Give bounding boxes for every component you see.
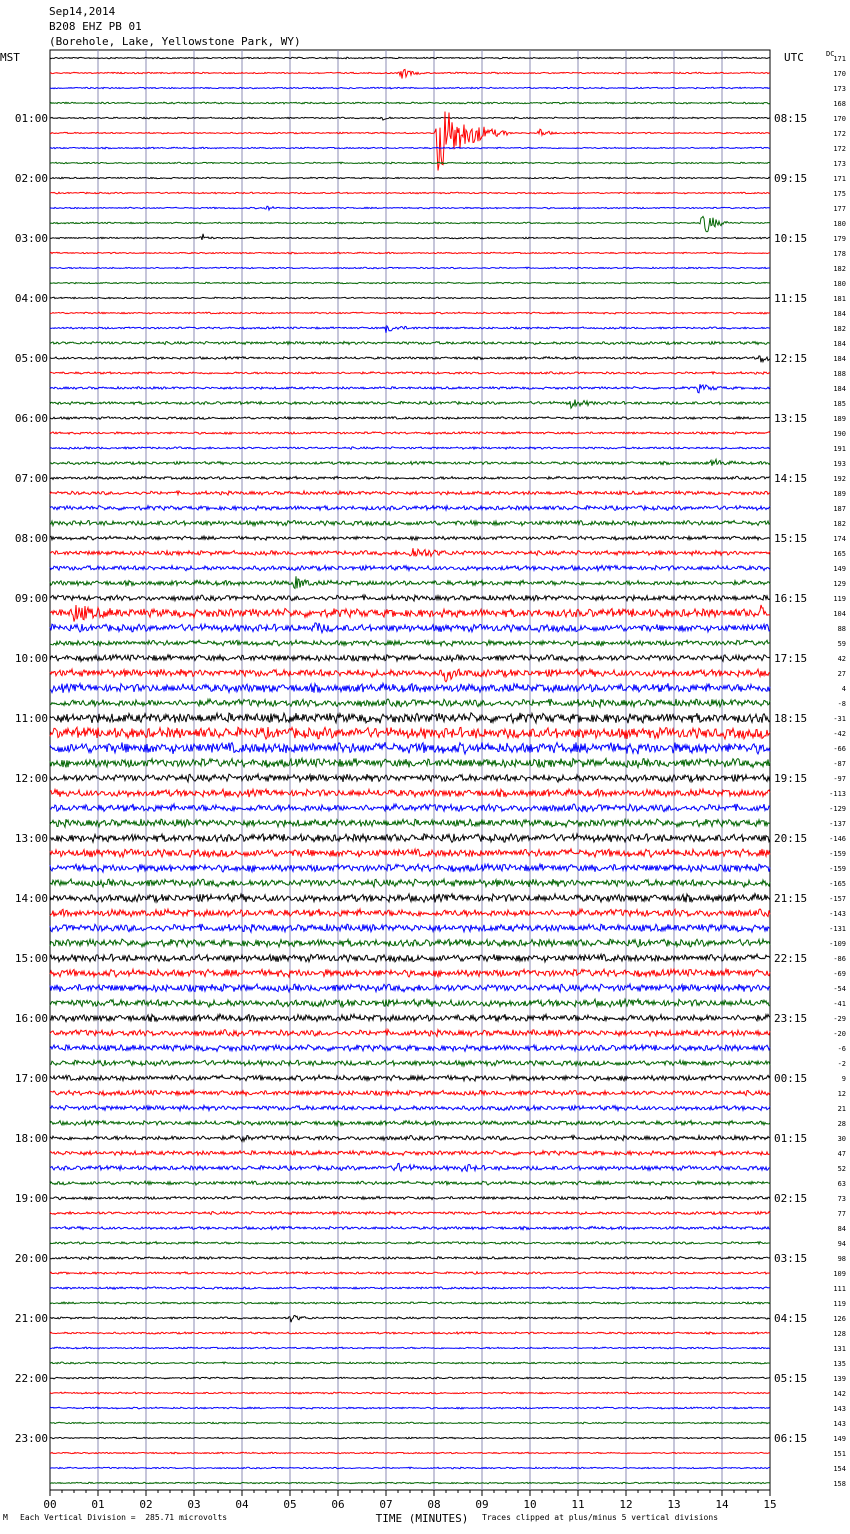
trace-row-41 [50, 669, 770, 682]
dc-offset-label: 175 [833, 190, 846, 198]
utc-hour-label: 03:15 [774, 1252, 808, 1265]
trace-row-2 [50, 87, 770, 89]
trace-row-8 [50, 177, 770, 179]
mst-hour-label: 01:00 [14, 112, 48, 125]
dc-offset-label: 98 [837, 1255, 846, 1263]
mst-hour-label: 06:00 [14, 412, 48, 425]
trace-row-27 [50, 459, 770, 465]
trace-row-33 [50, 548, 770, 556]
trace-row-44 [50, 713, 770, 723]
trace-row-39 [50, 640, 770, 646]
mst-hour-label: 12:00 [14, 772, 48, 785]
trace-row-4 [50, 117, 770, 120]
utc-hour-label: 23:15 [774, 1012, 808, 1025]
dc-offset-label: 191 [833, 445, 846, 453]
trace-row-15 [50, 282, 770, 284]
dc-offset-label: 182 [833, 265, 846, 273]
dc-offset-label: 142 [833, 1390, 846, 1398]
x-tick-label: 15 [763, 1498, 777, 1511]
utc-hour-label: 10:15 [774, 232, 808, 245]
mst-hour-label: 16:00 [14, 1012, 48, 1025]
dc-offset-label: 30 [837, 1135, 846, 1143]
dc-offset-label: 178 [833, 250, 846, 258]
utc-hour-label: 14:15 [774, 472, 808, 485]
trace-row-75 [50, 1181, 770, 1185]
dc-offset-label: 193 [833, 460, 846, 468]
dc-offset-label: 170 [833, 70, 846, 78]
trace-row-51 [50, 819, 770, 827]
dc-offset-label: 9 [841, 1075, 846, 1083]
trace-row-38 [50, 623, 770, 633]
dc-offset-label: 171 [833, 175, 846, 183]
trace-row-56 [50, 894, 770, 903]
dc-offset-label: 63 [837, 1180, 846, 1188]
trace-row-67 [50, 1060, 770, 1066]
dc-offset-label: 84 [837, 1225, 846, 1233]
trace-row-35 [50, 576, 770, 588]
dc-offset-label: -159 [829, 865, 846, 873]
dc-offset-label: 47 [837, 1150, 846, 1158]
mst-hour-label: 10:00 [14, 652, 48, 665]
trace-row-60 [50, 954, 770, 962]
dc-offset-label: 126 [833, 1315, 846, 1323]
dc-offset-label: 185 [833, 400, 846, 408]
trace-row-77 [50, 1211, 770, 1214]
dc-offset-label: 131 [833, 1345, 846, 1353]
dc-offset-label: 182 [833, 520, 846, 528]
trace-row-91 [50, 1422, 770, 1424]
trace-row-59 [50, 939, 770, 947]
trace-row-73 [50, 1151, 770, 1156]
dc-offset-label: -8 [837, 700, 846, 708]
dc-offset-label: 181 [833, 295, 846, 303]
trace-row-10 [50, 206, 770, 210]
trace-row-66 [50, 1045, 770, 1052]
dc-offset-label: -2 [837, 1060, 846, 1068]
x-tick-label: 14 [715, 1498, 729, 1511]
dc-offset-label: -146 [829, 835, 846, 843]
trace-row-94 [50, 1467, 770, 1469]
trace-row-46 [50, 742, 770, 754]
trace-row-92 [50, 1437, 770, 1439]
dc-offset-label: 4 [841, 685, 846, 693]
x-tick-label: 12 [619, 1498, 633, 1511]
utc-hour-label: 04:15 [774, 1312, 808, 1325]
dc-offset-label: 174 [833, 535, 846, 543]
utc-hour-label: 06:15 [774, 1432, 808, 1445]
dc-offset-label: 27 [837, 670, 846, 678]
utc-hour-label: 05:15 [774, 1372, 808, 1385]
dc-offset-label: 184 [833, 385, 846, 393]
trace-row-85 [50, 1332, 770, 1334]
trace-row-50 [50, 804, 770, 812]
trace-row-49 [50, 789, 770, 797]
trace-row-84 [50, 1315, 770, 1322]
dc-offset-label: -41 [833, 1000, 846, 1008]
dc-offset-label: -20 [833, 1030, 846, 1038]
trace-row-58 [50, 924, 770, 932]
trace-row-7 [50, 162, 770, 164]
trace-row-0 [50, 57, 770, 59]
trace-row-76 [50, 1196, 770, 1199]
x-tick-label: 11 [571, 1498, 585, 1511]
station-name: B208 EHZ PB 01 [49, 20, 142, 33]
trace-row-70 [50, 1105, 770, 1110]
x-tick-label: 03 [187, 1498, 201, 1511]
utc-hour-label: 12:15 [774, 352, 808, 365]
dc-offset-label: 171 [833, 55, 846, 63]
dc-offset-label: 179 [833, 235, 846, 243]
mst-hour-label: 04:00 [14, 292, 48, 305]
dc-offset-label: 190 [833, 430, 846, 438]
trace-row-3 [50, 102, 770, 104]
x-tick-label: 08 [427, 1498, 441, 1511]
dc-offset-label: 149 [833, 565, 846, 573]
trace-row-13 [50, 252, 770, 254]
x-tick-label: 05 [283, 1498, 297, 1511]
trace-row-48 [50, 774, 770, 782]
dc-offset-label: -165 [829, 880, 846, 888]
trace-row-9 [50, 192, 770, 194]
mst-hour-label: 21:00 [14, 1312, 48, 1325]
plot-frame [50, 50, 770, 1490]
x-tick-label: 00 [43, 1498, 57, 1511]
station-location: (Borehole, Lake, Yellowstone Park, WY) [49, 35, 301, 48]
trace-row-55 [50, 879, 770, 887]
dc-offset-label: 143 [833, 1420, 846, 1428]
dc-offset-label: 104 [833, 610, 846, 618]
utc-hour-label: 18:15 [774, 712, 808, 725]
trace-row-43 [50, 699, 770, 707]
mst-hour-label: 13:00 [14, 832, 48, 845]
dc-offset-label: -137 [829, 820, 846, 828]
trace-row-57 [50, 909, 770, 917]
mst-hour-label: 22:00 [14, 1372, 48, 1385]
mst-hour-label: 05:00 [14, 352, 48, 365]
dc-offset-label: 187 [833, 505, 846, 513]
utc-hour-label: 02:15 [774, 1192, 808, 1205]
dc-offset-label: -86 [833, 955, 846, 963]
trace-row-88 [50, 1377, 770, 1379]
utc-hour-label: 19:15 [774, 772, 808, 785]
trace-row-36 [50, 595, 770, 601]
x-tick-label: 07 [379, 1498, 393, 1511]
dc-offset-label: 172 [833, 130, 846, 138]
dc-offset-label: -31 [833, 715, 846, 723]
trace-row-61 [50, 969, 770, 977]
trace-row-32 [50, 536, 770, 540]
x-tick-label: 09 [475, 1498, 489, 1511]
mst-hour-label: 15:00 [14, 952, 48, 965]
x-tick-label: 04 [235, 1498, 249, 1511]
dc-offset-label: 173 [833, 85, 846, 93]
trace-row-30 [50, 506, 770, 511]
mst-hour-label: 03:00 [14, 232, 48, 245]
dc-offset-label: 73 [837, 1195, 846, 1203]
dc-offset-label: 184 [833, 340, 846, 348]
mst-hour-label: 11:00 [14, 712, 48, 725]
trace-row-29 [50, 491, 770, 495]
trace-row-6 [50, 147, 770, 149]
trace-row-16 [50, 297, 770, 299]
utc-hour-label: 21:15 [774, 892, 808, 905]
dc-offset-label: 135 [833, 1360, 846, 1368]
dc-offset-label: -54 [833, 985, 846, 993]
dc-offset-label: -113 [829, 790, 846, 798]
trace-row-82 [50, 1287, 770, 1289]
dc-offset-label: -29 [833, 1015, 846, 1023]
utc-hour-label: 16:15 [774, 592, 808, 605]
trace-row-65 [50, 1030, 770, 1037]
trace-row-28 [50, 476, 770, 479]
dc-offset-label: 170 [833, 115, 846, 123]
dc-column-label: DC [826, 50, 835, 58]
dc-offset-label: -69 [833, 970, 846, 978]
dc-offset-label: 109 [833, 1270, 846, 1278]
dc-offset-label: -66 [833, 745, 846, 753]
x-tick-label: 06 [331, 1498, 345, 1511]
trace-row-86 [50, 1347, 770, 1349]
dc-offset-label: 184 [833, 355, 846, 363]
mst-hour-label: 08:00 [14, 532, 48, 545]
trace-row-93 [50, 1452, 770, 1454]
dc-offset-label: 184 [833, 310, 846, 318]
trace-row-72 [50, 1136, 770, 1142]
x-tick-label: 02 [139, 1498, 153, 1511]
dc-offset-label: -143 [829, 910, 846, 918]
trace-row-64 [50, 1014, 770, 1022]
trace-row-80 [50, 1257, 770, 1260]
trace-row-52 [50, 834, 770, 843]
mst-hour-label: 20:00 [14, 1252, 48, 1265]
trace-row-62 [50, 984, 770, 992]
dc-offset-label: 21 [837, 1105, 846, 1113]
utc-hour-label: 15:15 [774, 532, 808, 545]
dc-offset-label: 189 [833, 415, 846, 423]
dc-offset-label: 168 [833, 100, 846, 108]
dc-offset-label: 129 [833, 580, 846, 588]
utc-hour-label: 08:15 [774, 112, 808, 125]
dc-offset-label: 165 [833, 550, 846, 558]
dc-offset-label: 128 [833, 1330, 846, 1338]
trace-row-26 [50, 447, 770, 449]
dc-offset-label: -159 [829, 850, 846, 858]
trace-row-11 [50, 216, 770, 231]
dc-offset-label: 154 [833, 1465, 846, 1473]
trace-row-5 [50, 112, 770, 171]
dc-offset-label: 52 [837, 1165, 846, 1173]
dc-offset-label: -109 [829, 940, 846, 948]
dc-offset-label: -157 [829, 895, 846, 903]
trace-row-1 [50, 69, 770, 78]
scale-note: Each Vertical Division = 285.71 microvolts [20, 1513, 228, 1522]
trace-row-90 [50, 1407, 770, 1409]
utc-axis-label: UTC [784, 51, 804, 64]
mst-hour-label: 23:00 [14, 1432, 48, 1445]
dc-offset-label: 149 [833, 1435, 846, 1443]
trace-row-25 [50, 432, 770, 434]
dc-offset-label: 189 [833, 490, 846, 498]
trace-row-47 [50, 758, 770, 767]
clip-note: Traces clipped at plus/minus 5 vertical divisions [482, 1513, 719, 1522]
mst-hour-label: 14:00 [14, 892, 48, 905]
x-tick-label: 10 [523, 1498, 537, 1511]
dc-offset-label: 192 [833, 475, 846, 483]
x-axis-label: TIME (MINUTES) [375, 1512, 469, 1525]
dc-offset-label: 143 [833, 1405, 846, 1413]
dc-offset-label: 28 [837, 1120, 846, 1128]
dc-offset-label: 180 [833, 280, 846, 288]
trace-row-45 [50, 727, 770, 739]
dc-offset-label: 94 [837, 1240, 846, 1248]
mst-axis-label: MST [0, 51, 20, 64]
corner-mark: M [3, 1513, 8, 1522]
trace-row-81 [50, 1272, 770, 1274]
utc-hour-label: 09:15 [774, 172, 808, 185]
dc-offset-label: 158 [833, 1480, 846, 1488]
trace-row-89 [50, 1392, 770, 1394]
dc-offset-label: 59 [837, 640, 846, 648]
trace-row-24 [50, 417, 770, 420]
trace-row-69 [50, 1090, 770, 1095]
dc-offset-label: 172 [833, 145, 846, 153]
utc-hour-label: 22:15 [774, 952, 808, 965]
mst-hour-label: 09:00 [14, 592, 48, 605]
trace-row-71 [50, 1121, 770, 1126]
dc-offset-label: 42 [837, 655, 846, 663]
dc-offset-label: -42 [833, 730, 846, 738]
dc-offset-label: 111 [833, 1285, 846, 1293]
trace-row-63 [50, 999, 770, 1007]
dc-offset-label: -97 [833, 775, 846, 783]
utc-hour-label: 20:15 [774, 832, 808, 845]
utc-hour-label: 01:15 [774, 1132, 808, 1145]
dc-offset-label: 180 [833, 220, 846, 228]
plot-date: Sep14,2014 [49, 5, 116, 18]
trace-row-40 [50, 655, 770, 662]
utc-hour-label: 11:15 [774, 292, 808, 305]
trace-row-12 [50, 234, 770, 240]
x-tick-label: 01 [91, 1498, 105, 1511]
trace-row-53 [50, 849, 770, 857]
dc-offset-label: 182 [833, 325, 846, 333]
trace-row-14 [50, 267, 770, 269]
dc-offset-label: 77 [837, 1210, 846, 1218]
trace-row-34 [50, 566, 770, 571]
dc-offset-label: 151 [833, 1450, 846, 1458]
trace-row-78 [50, 1226, 770, 1229]
dc-offset-label: 177 [833, 205, 846, 213]
dc-offset-label: 173 [833, 160, 846, 168]
mst-hour-label: 17:00 [14, 1072, 48, 1085]
dc-offset-label: 188 [833, 370, 846, 378]
x-tick-label: 13 [667, 1498, 681, 1511]
trace-row-83 [50, 1302, 770, 1304]
trace-row-95 [50, 1482, 770, 1484]
utc-hour-label: 00:15 [774, 1072, 808, 1085]
trace-row-37 [50, 605, 770, 622]
trace-row-79 [50, 1242, 770, 1245]
trace-row-23 [50, 400, 770, 409]
trace-row-19 [50, 341, 770, 344]
trace-row-18 [50, 326, 770, 333]
trace-row-68 [50, 1075, 770, 1081]
trace-row-31 [50, 521, 770, 526]
trace-row-87 [50, 1362, 770, 1364]
dc-offset-label: -6 [837, 1045, 846, 1053]
trace-row-21 [50, 372, 770, 374]
utc-hour-label: 17:15 [774, 652, 808, 665]
mst-hour-label: 19:00 [14, 1192, 48, 1205]
mst-hour-label: 02:00 [14, 172, 48, 185]
dc-offset-label: -131 [829, 925, 846, 933]
mst-hour-label: 07:00 [14, 472, 48, 485]
trace-row-74 [50, 1163, 770, 1171]
dc-offset-label: 119 [833, 1300, 846, 1308]
dc-offset-label: -87 [833, 760, 846, 768]
trace-row-17 [50, 312, 770, 314]
mst-hour-label: 18:00 [14, 1132, 48, 1145]
trace-row-22 [50, 384, 770, 393]
dc-offset-label: 12 [837, 1090, 846, 1098]
trace-row-42 [50, 683, 770, 693]
dc-offset-label: 88 [837, 625, 846, 633]
dc-offset-label: -129 [829, 805, 846, 813]
dc-offset-label: 139 [833, 1375, 846, 1383]
dc-offset-label: 119 [833, 595, 846, 603]
utc-hour-label: 13:15 [774, 412, 808, 425]
trace-row-20 [50, 356, 770, 362]
trace-row-54 [50, 864, 770, 872]
